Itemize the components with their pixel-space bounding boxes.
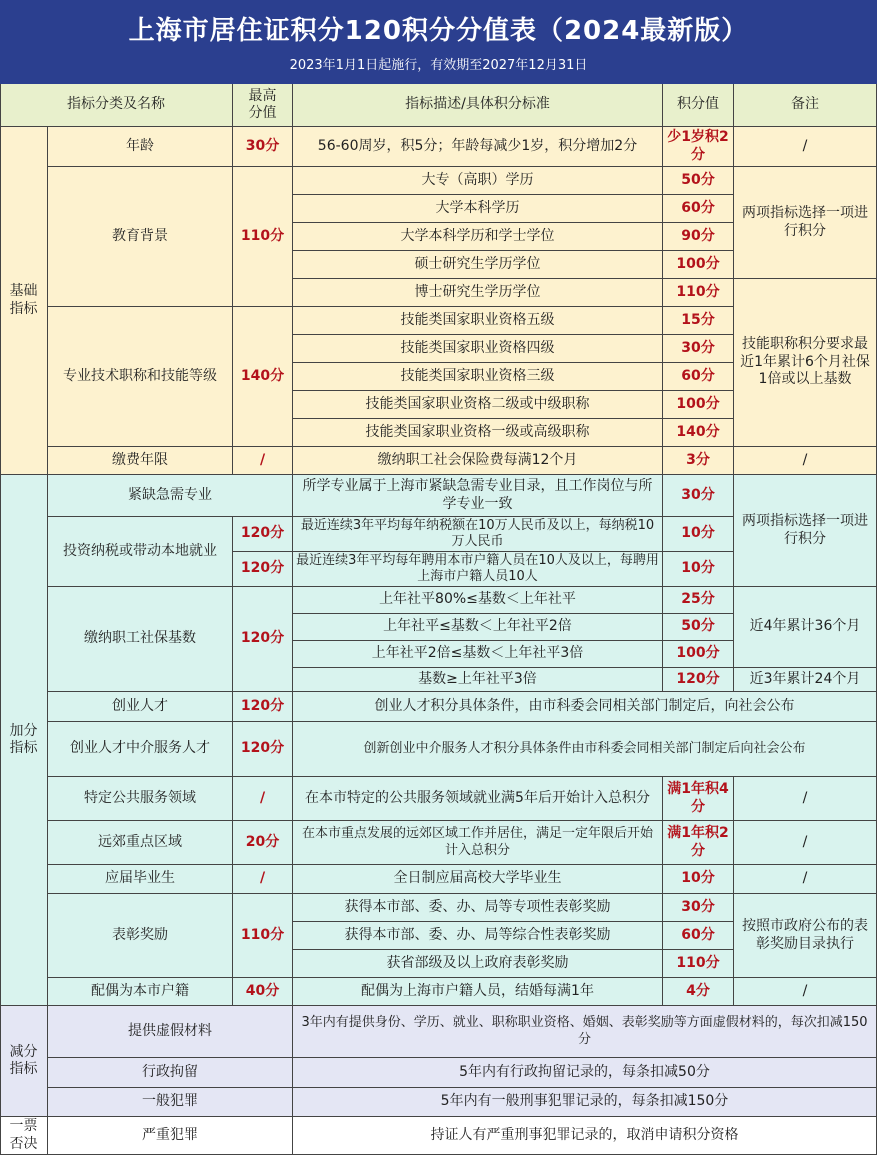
group-label: 一票否决 [0, 1117, 48, 1155]
description: 在本市特定的公共服务领域就业满5年后开始计入总积分 [293, 777, 663, 821]
score-value: 30分 [663, 335, 734, 363]
score-value: 满1年积4分 [663, 777, 734, 821]
score-value: 15分 [663, 307, 734, 335]
page-title: 上海市居住证积分120积分分值表（2024最新版） [128, 16, 749, 46]
item-name: 配偶为本市户籍 [48, 978, 233, 1006]
max-score: 40分 [233, 978, 293, 1006]
max-score: / [233, 777, 293, 821]
item-name: 远郊重点区域 [48, 821, 233, 865]
description: 上年社平≤基数＜上年社平2倍 [293, 614, 663, 641]
score-value: 50分 [663, 167, 734, 195]
score-value: 10分 [663, 865, 734, 894]
max-score: 30分 [233, 127, 293, 167]
description: 大学本科学历 [293, 195, 663, 223]
remark: / [734, 447, 877, 475]
max-score: 120分 [233, 552, 293, 587]
score-value: 10分 [663, 552, 734, 587]
description: 所学专业属于上海市紧缺急需专业目录，且工作岗位与所学专业一致 [293, 475, 663, 517]
item-name: 应届毕业生 [48, 865, 233, 894]
header-description: 指标描述/具体积分标准 [293, 84, 663, 127]
max-score: 140分 [233, 307, 293, 447]
score-value: 90分 [663, 223, 734, 251]
page-subtitle: 2023年1月1日起施行，有效期至2027年12月31日 [289, 58, 588, 73]
description: 技能类国家职业资格五级 [293, 307, 663, 335]
score-value: 140分 [663, 419, 734, 447]
item-name: 紧缺急需专业 [48, 475, 293, 517]
description: 5年内有行政拘留记录的，每条扣减50分 [293, 1058, 877, 1088]
score-value: 4分 [663, 978, 734, 1006]
score-value: 30分 [663, 475, 734, 517]
description: 3年内有提供身份、学历、就业、职称职业资格、婚姻、表彰奖励等方面虚假材料的，每次扣减150分 [293, 1006, 877, 1058]
max-score: / [233, 865, 293, 894]
description: 技能类国家职业资格四级 [293, 335, 663, 363]
description: 持证人有严重刑事犯罪记录的，取消申请积分资格 [293, 1117, 877, 1155]
description: 创新创业中介服务人才积分具体条件由市科委会同相关部门制定后向社会公布 [293, 722, 877, 777]
item-name: 教育背景 [48, 167, 233, 307]
description: 硕士研究生学历学位 [293, 251, 663, 279]
item-name: 创业人才中介服务人才 [48, 722, 233, 777]
description: 基数≥上年社平3倍 [293, 668, 663, 692]
max-score: 120分 [233, 517, 293, 552]
table-left-border [0, 84, 1, 1155]
header-remark: 备注 [734, 84, 877, 127]
score-value: 3分 [663, 447, 734, 475]
item-name: 创业人才 [48, 692, 233, 722]
description: 大学本科学历和学士学位 [293, 223, 663, 251]
description: 56-60周岁，积5分；年龄每减少1岁，积分增加2分 [293, 127, 663, 167]
item-name: 严重犯罪 [48, 1117, 293, 1155]
score-value: 25分 [663, 587, 734, 614]
max-score: 110分 [233, 894, 293, 978]
remark: 两项指标选择一项进行积分 [734, 167, 877, 279]
description: 技能类国家职业资格二级或中级职称 [293, 391, 663, 419]
remark: 按照市政府公布的表彰奖励目录执行 [734, 894, 877, 978]
title-banner [0, 0, 877, 84]
remark: / [734, 978, 877, 1006]
description: 博士研究生学历学位 [293, 279, 663, 307]
score-value: 100分 [663, 391, 734, 419]
item-name: 特定公共服务领域 [48, 777, 233, 821]
description: 创业人才积分具体条件，由市科委会同相关部门制定后，向社会公布 [293, 692, 877, 722]
item-name: 一般犯罪 [48, 1088, 293, 1117]
max-score: 20分 [233, 821, 293, 865]
score-value: 110分 [663, 950, 734, 978]
score-value: 120分 [663, 668, 734, 692]
item-name: 提供虚假材料 [48, 1006, 293, 1058]
description: 最近连续3年平均每年聘用本市户籍人员在10人及以上，每聘用上海市户籍人员10人 [293, 552, 663, 587]
remark: / [734, 127, 877, 167]
description: 最近连续3年平均每年纳税额在10万人民币及以上，每纳税10万人民币 [293, 517, 663, 552]
score-value: 110分 [663, 279, 734, 307]
score-value: 60分 [663, 363, 734, 391]
item-name: 年龄 [48, 127, 233, 167]
item-name: 缴纳职工社保基数 [48, 587, 233, 692]
score-value: 少1岁积2分 [663, 127, 734, 167]
score-value: 100分 [663, 641, 734, 668]
max-score: 120分 [233, 692, 293, 722]
max-score: 110分 [233, 167, 293, 307]
description: 获得本市部、委、办、局等专项性表彰奖励 [293, 894, 663, 922]
description: 大专（高职）学历 [293, 167, 663, 195]
score-value: 100分 [663, 251, 734, 279]
header-category: 指标分类及名称 [0, 84, 233, 127]
description: 获得本市部、委、办、局等综合性表彰奖励 [293, 922, 663, 950]
item-name: 投资纳税或带动本地就业 [48, 517, 233, 587]
group-label: 基础指标 [0, 127, 48, 475]
remark: / [734, 821, 877, 865]
header-max-score: 最高分值 [233, 84, 293, 127]
remark: / [734, 865, 877, 894]
score-value: 30分 [663, 894, 734, 922]
remark: 近4年累计36个月 [734, 587, 877, 668]
item-name: 表彰奖励 [48, 894, 233, 978]
group-label: 加分指标 [0, 475, 48, 1006]
score-value: 50分 [663, 614, 734, 641]
description: 获省部级及以上政府表彰奖励 [293, 950, 663, 978]
remark: / [734, 777, 877, 821]
description: 在本市重点发展的远郊区域工作并居住，满足一定年限后开始计入总积分 [293, 821, 663, 865]
description: 上年社平80%≤基数＜上年社平 [293, 587, 663, 614]
description: 技能类国家职业资格三级 [293, 363, 663, 391]
remark: 两项指标选择一项进行积分 [734, 475, 877, 587]
score-value: 60分 [663, 195, 734, 223]
max-score: / [233, 447, 293, 475]
group-label: 减分指标 [0, 1006, 48, 1117]
header-score: 积分值 [663, 84, 734, 127]
description: 配偶为上海市户籍人员，结婚每满1年 [293, 978, 663, 1006]
description: 5年内有一般刑事犯罪记录的，每条扣减150分 [293, 1088, 877, 1117]
max-score: 120分 [233, 722, 293, 777]
score-value: 满1年积2分 [663, 821, 734, 865]
score-value: 60分 [663, 922, 734, 950]
description: 缴纳职工社会保险费每满12个月 [293, 447, 663, 475]
score-value: 10分 [663, 517, 734, 552]
item-name: 缴费年限 [48, 447, 233, 475]
item-name: 专业技术职称和技能等级 [48, 307, 233, 447]
description: 上年社平2倍≤基数＜上年社平3倍 [293, 641, 663, 668]
description: 技能类国家职业资格一级或高级职称 [293, 419, 663, 447]
item-name: 行政拘留 [48, 1058, 293, 1088]
remark: 近3年累计24个月 [734, 668, 877, 692]
description: 全日制应届高校大学毕业生 [293, 865, 663, 894]
remark: 技能职称积分要求最近1年累计6个月社保1倍或以上基数 [734, 279, 877, 447]
max-score: 120分 [233, 587, 293, 692]
